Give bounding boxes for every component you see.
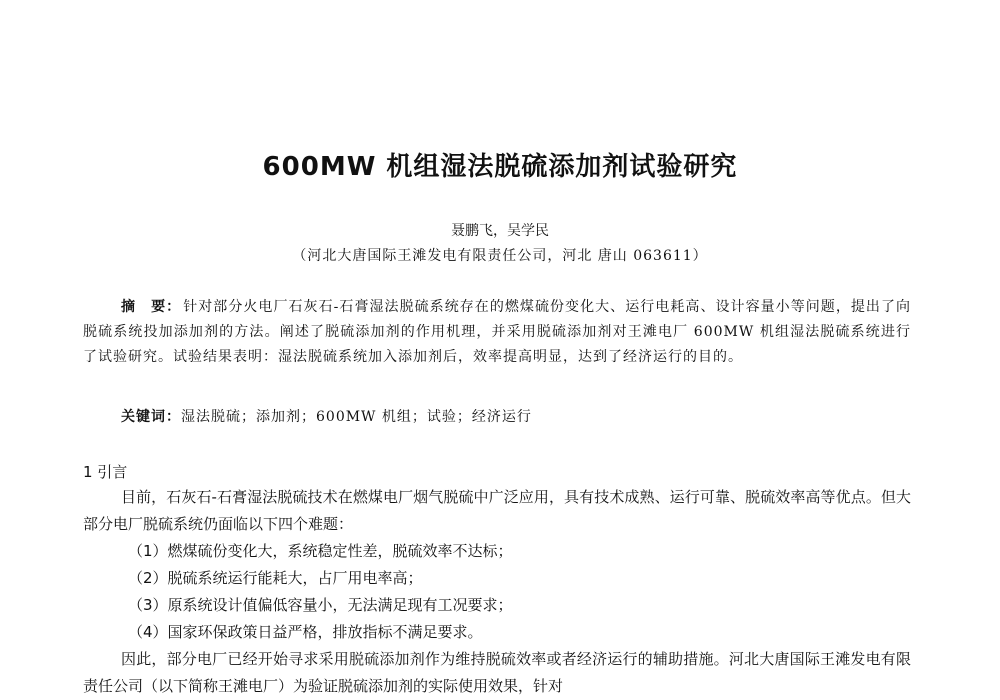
problem-list — [83, 538, 911, 646]
keywords-text: 湿法脱硫；添加剂；600MW 机组；试验；经济运行 — [181, 409, 532, 425]
body-paragraph-2: 因此，部分电厂已经开始寻求采用脱硫添加剂作为维持脱硫效率或者经济运行的辅助措施。河北大唐国际王滩发电有限责任公司（以下简称王滩电厂）为验证脱硫添加剂的实际使用效果，针对 — [83, 650, 911, 695]
abstract-text: 针对部分火电厂石灰石-石膏湿法脱硫系统存在的燃煤硫份变化大、运行电耗高、设计容量小等问题，提出了向脱硫系统投加添加剂的方法。阐述了脱硫添加剂的作用机理，并采用脱硫添加剂对王滩电厂 600MW 机组湿法脱硫系统进行了试验研究。试验结果表明：湿法脱硫系统加入添加剂后，效率提高明显，达到了经济运行的目的。 — [83, 299, 912, 365]
affiliation: （河北大唐国际王滩发电有限责任公司，河北 唐山 063611） — [292, 248, 708, 264]
list-item: （4）国家环保政策日益严格，排放指标不满足要求。 — [128, 623, 483, 641]
author-list: 聂鹏飞，吴学民 — [451, 223, 549, 239]
list-item: （1）燃煤硫份变化大，系统稳定性差，脱硫效率不达标； — [128, 542, 513, 560]
list-item: （3）原系统设计值偏低容量小，无法满足现有工况要求； — [128, 596, 513, 614]
keywords — [121, 406, 532, 426]
paper-title: 600MW 机组湿法脱硫添加剂试验研究 — [262, 152, 738, 182]
abstract-label: 摘 要： — [121, 299, 182, 315]
list-item: （2）脱硫系统运行能耗大，占厂用电率高； — [128, 569, 423, 587]
section-heading: 1 引言 — [83, 463, 128, 481]
keywords-label: 关键词： — [121, 409, 181, 425]
abstract — [83, 295, 911, 370]
body-paragraph-1: 目前，石灰石-石膏湿法脱硫技术在燃煤电厂烟气脱硫中广泛应用，具有技术成熟、运行可靠、脱硫效率高等优点。但大部分电厂脱硫系统仍面临以下四个难题： — [83, 488, 911, 533]
